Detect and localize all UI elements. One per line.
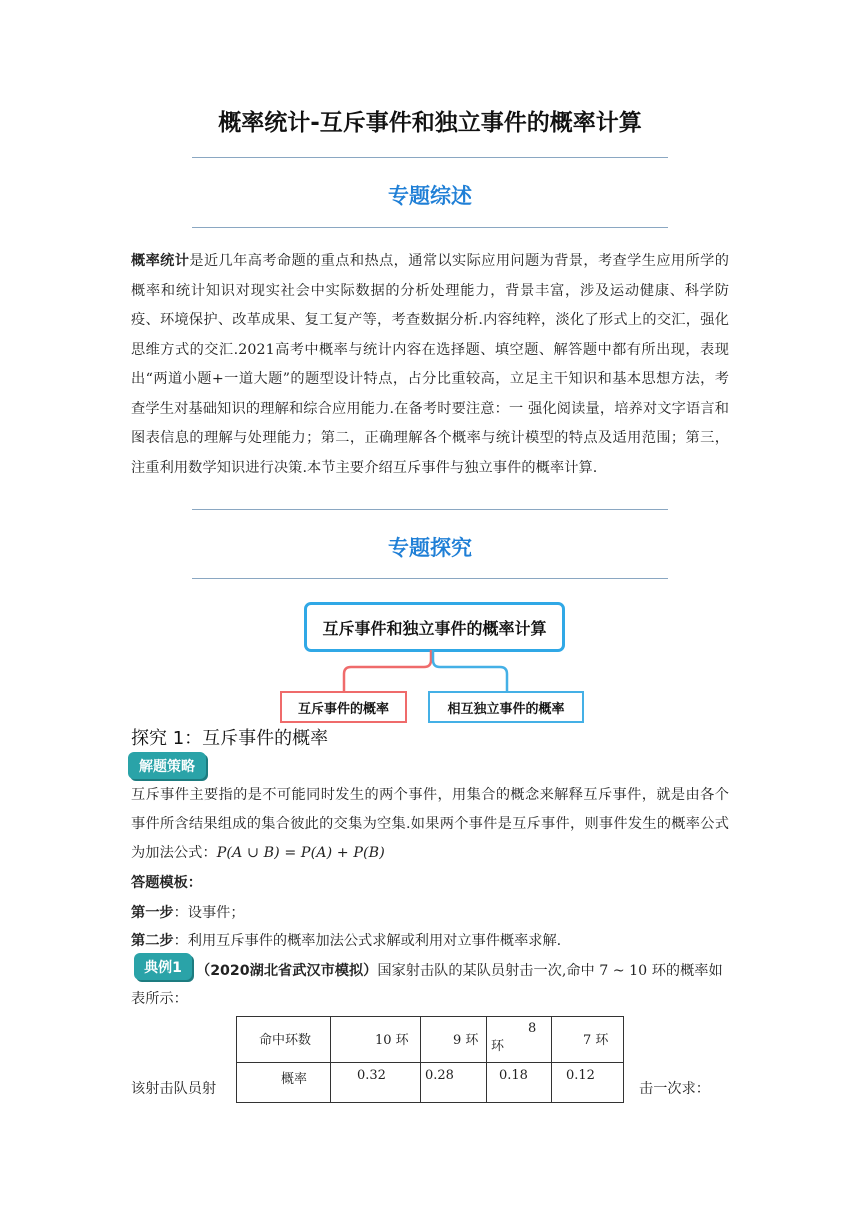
table-cell: 命中环数: [237, 1017, 331, 1063]
table-cell: 0.12: [552, 1063, 624, 1103]
table-header-row: [237, 1017, 624, 1063]
example-line-2: 表所示：: [131, 991, 188, 1007]
intro-text: 是近几年高考命题的重点和热点，通常以实际应用问题为背景，考查学生应用所学的概率和统计知识对现实社会中实际数据的分析处理能力，背景丰富，涉及运动健康、科学防疫、环境保护、改革成果、复工复产等，考查数据分析.内容纯粹，淡化了形式上的交汇，强化思维方式的交汇.2021高考中概率与统计内容在选择题、填空题、解答题中都有所出现，表现出“两道小题+一道大题”的题型设计特点，占分比重较高，立足主干知识和基本思想方法，考查学生对基础知识的理解和综合应用能力.在备考时要注意：一 强化阅读量，培养对文字语言和图表信息的理解与处理能力；第二，正确理解各个概率与统计模型的特点及适用范围；第三，注重利用数学知识进行决策.本节主要介绍互斥事件与独立事件的概率计算.: [131, 253, 729, 476]
addition-formula: P(A ∪ B) = P(A) + P(B): [216, 845, 385, 861]
step-1: [131, 902, 245, 924]
mindmap-left-node: 互斥事件的概率: [280, 691, 407, 723]
step-2-text: ：利用互斥事件的概率加法公式求解或利用对立事件概率求解.: [173, 933, 562, 949]
table-cell: 9 环: [421, 1017, 487, 1063]
example-badge: 典例1: [134, 953, 192, 980]
table-cell: 10 环: [331, 1017, 421, 1063]
table-cell: 8 环: [487, 1017, 552, 1063]
example-text-1: 国家射击队的某队员射击一次,命中 7 ~ 10 环的概率如: [377, 963, 723, 979]
section-heading-explore: 专题探究: [388, 536, 472, 560]
example-line-1: [196, 960, 723, 982]
example-source: （2020湖北省武汉市模拟）: [196, 963, 378, 979]
table-cell: 0.32: [331, 1063, 421, 1103]
strategy-badge: 解题策略: [128, 752, 206, 779]
mindmap-right-node: 相互独立事件的概率: [428, 691, 584, 723]
section-heading-overview: 专题综述: [388, 184, 472, 208]
table-row: [237, 1063, 624, 1103]
step-2: [131, 930, 561, 952]
page-title: 概率统计-互斥事件和独立事件的概率计算: [218, 110, 642, 136]
step-1-text: ：设事件；: [173, 905, 245, 921]
strategy-paragraph: [131, 781, 729, 868]
table-cell: 概率: [237, 1063, 331, 1103]
step-1-label: 第一步: [131, 905, 174, 921]
table-cell: 0.28: [421, 1063, 487, 1103]
example-after-table: 击一次求：: [639, 1081, 710, 1097]
table-cell: 7 环: [552, 1017, 624, 1063]
step-2-label: 第二步: [131, 933, 174, 949]
strategy-text: 互斥事件主要指的是不可能同时发生的两个事件，用集合的概念来解释互斥事件，就是由各个事件所含结果组成的集合彼此的交集为空集.如果两个事件是互斥事件，则事件发生的概率公式为加法公式：: [131, 787, 729, 861]
explore-heading: 探究 1：互斥事件的概率: [131, 728, 329, 749]
template-label: 答题模板：: [131, 875, 202, 891]
mindmap-root: 互斥事件和独立事件的概率计算: [304, 602, 565, 652]
table-cell: 0.18: [487, 1063, 552, 1103]
example-before-table: 该射击队员射: [131, 1081, 217, 1097]
probability-table: [236, 1016, 624, 1103]
intro-bold: 概率统计: [131, 253, 190, 269]
